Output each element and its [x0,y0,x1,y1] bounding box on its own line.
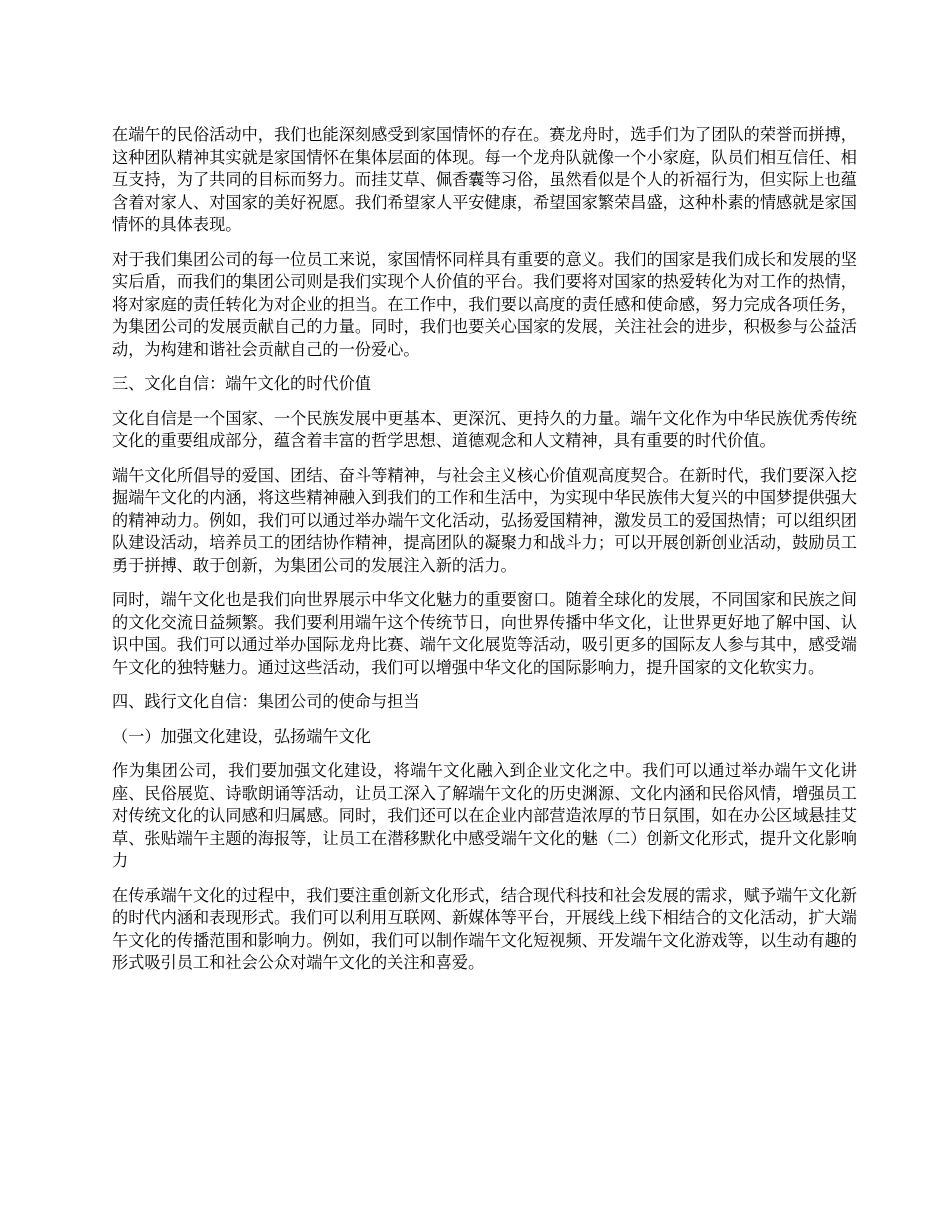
paragraph-core-values: 端午文化所倡导的爱国、团结、奋斗等精神，与社会主义核心价值观高度契合。在新时代，我们要深入挖掘端午文化的内涵，将这些精神融入到我们的工作和生活中，为实现中华民族伟大复兴的中国梦提供强大的精神动力。例如，我们可以通过举办端午文化活动，弘扬爱国精神，激发员工的爱国热情；可以组织团队建设活动，培养员工的团结协作精神，提高团队的凝聚力和战斗力；可以开展创新创业活动，鼓励员工勇于拼搏、敢于创新，为集团公司的发展注入新的活力。 [112,465,857,575]
document-page [112,124,857,987]
section-heading-4: 四、践行文化自信：集团公司的使命与担当 [112,692,420,711]
subsection-heading-1: （一）加强文化建设，弘扬端午文化 [112,726,371,746]
paragraph-family-country-folk-customs: 在端午的民俗活动中，我们也能深刻感受到家国情怀的存在。赛龙舟时，选手们为了团队的荣誉而拼搏，这种团队精神其实就是家国情怀在集体层面的体现。每一个龙舟队就像一个小家庭，队员们相互信任、相互支持，为了共同的目标而努力。而挂艾草、佩香囊等习俗，虽然看似是个人的祈福行为，但实际上也蕴含着对家人、对国家的美好祝愿。我们希望家人平安健康，希望国家繁荣昌盛，这种朴素的情感就是家国情怀的具体表现。 [112,125,857,234]
paragraph-innovation-forms: 在传承端午文化的过程中，我们要注重创新文化形式，结合现代科技和社会发展的需求，赋予端午文化新的时代内涵和表现形式。我们可以利用互联网、新媒体等平台，开展线上线下相结合的文化活动，扩大端午文化的传播范围和影响力。例如，我们可以制作端午文化短视频、开发端午文化游戏等，以生动有趣的形式吸引员工和社会公众对端午文化的关注和喜爱。 [112,885,857,972]
paragraph-cultural-confidence: 文化自信是一个国家、一个民族发展中更基本、更深沉、更持久的力量。端午文化作为中华民族优秀传统文化的重要组成部分，蕴含着丰富的哲学思想、道德观念和人文精神，具有重要的时代价值。 [112,408,857,450]
paragraph-world-window: 同时，端午文化也是我们向世界展示中华文化魅力的重要窗口。随着全球化的发展，不同国家和民族之间的文化交流日益频繁。我们要利用端午这个传统节日，向世界传播中华文化，让世界更好地了解中国、认识中国。我们可以通过举办国际龙舟比赛、端午文化展览等活动，吸引更多的国际友人参与其中，感受端午文化的独特魅力。通过这些活动，我们可以增强中华文化的国际影响力，提升国家的文化软实力。 [112,590,857,677]
paragraph-employee-family-country: 对于我们集团公司的每一位员工来说，家国情怀同样具有重要的意义。我们的国家是我们成长和发展的坚实后盾，而我们的集团公司则是我们实现个人价值的平台。我们要将对国家的热爱转化为对工作的热情，将对家庭的责任转化为对企业的担当。在工作中，我们要以高度的责任感和使命感，努力完成各项任务，为集团公司的发展贡献自己的力量。同时，我们也要关心国家的发展，关注社会的进步，积极参与公益活动，为构建和谐社会贡献自己的一份爱心。 [112,249,857,359]
paragraph-culture-building: 作为集团公司，我们要加强文化建设，将端午文化融入到企业文化之中。我们可以通过举办端午文化讲座、民俗展览、诗歌朗诵等活动，让员工深入了解端午文化的历史渊源、文化内涵和民俗风情，增强员工对传统文化的认同感和归属感。同时，我们还可以在企业内部营造浓厚的节日氛围，如在办公区域悬挂艾草、张贴端午主题的海报等，让员工在潜移默化中感受端午文化的魅（二）创新文化形式，提升文化影响力 [112,761,857,870]
section-heading-3: 三、文化自信：端午文化的时代价值 [112,374,371,393]
